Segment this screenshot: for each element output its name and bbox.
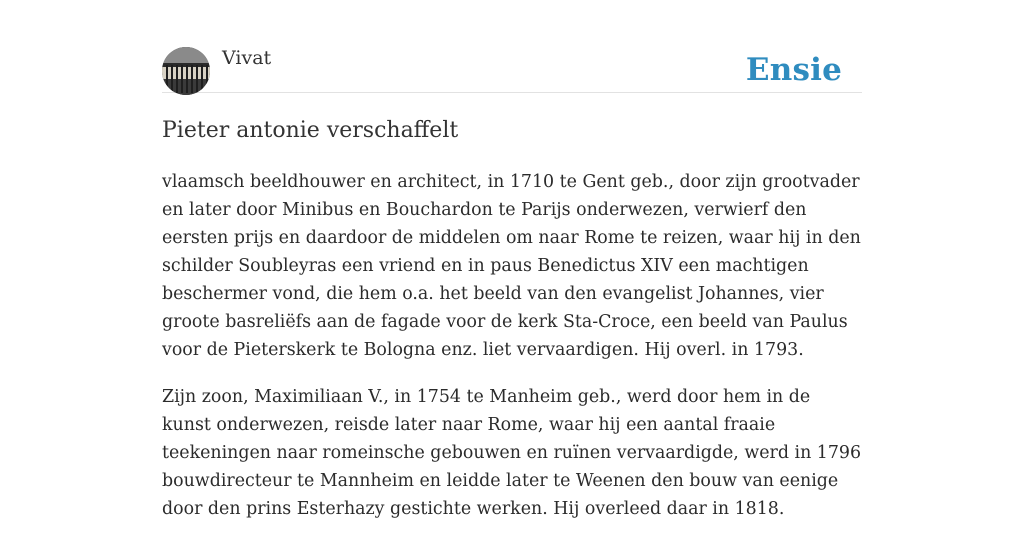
source-avatar[interactable] — [162, 47, 210, 95]
article-title: Pieter antonie verschaffelt — [162, 118, 459, 143]
source-name[interactable]: Vivat — [222, 47, 272, 69]
article-paragraph: Zijn zoon, Maximiliaan V., in 1754 te Manheim geb., werd door hem in de kunst onderwezen, reisde later naar Rome, waar hij een aantal fraaie teekeningen naar romeinsche gebouwen en ruïnen vervaardigde, werd in 1796 bouwdirecteur te Mannheim en leidde later te Weenen den bouw van eenige door den prins Esterhazy gestichte werken. Hij overleed daar in 1818. — [162, 387, 862, 519]
brand-logo[interactable]: Ensie — [745, 52, 842, 88]
book-spines-icon — [162, 47, 210, 95]
header — [162, 0, 862, 93]
page-container — [162, 0, 862, 519]
article-paragraph: vlaamsch beeldhouwer en architect, in 1710 te Gent geb., door zijn grootvader en later door Minibus en Bouchardon te Parijs onderwezen, verwierf den eersten prijs en daardoor de middelen om naar Rome te reizen, waar hij in den schilder Soubleyras een vriend en in paus Benedictus XIV een machtigen beschermer vond, die hem o.a. het beeld van den evangelist Johannes, vier groote basreliëfs aan de fagade voor de kerk Sta-Croce, een beeld van Paulus voor de Pieterskerk te Bologna enz. liet vervaardigen. Hij overl. in 1793. — [162, 172, 861, 360]
article-body — [162, 168, 862, 542]
